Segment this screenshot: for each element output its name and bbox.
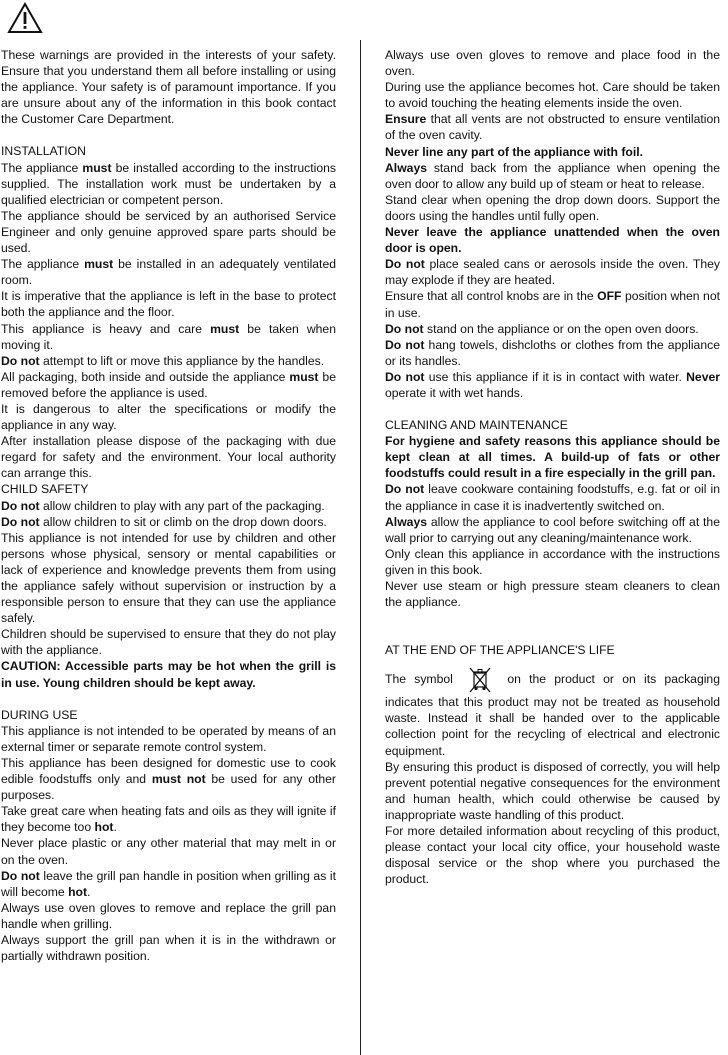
text: place sealed cans or aerosols inside the oven. They may explode if they are heated. [385,257,720,288]
right-column [385,47,720,887]
cleaning-heading: CLEANING AND MAINTENANCE [385,418,568,433]
text: This appliance has been designed for domestic use to cook edible foodstuffs only and [1,755,336,787]
emphasis: Do not [1,498,40,513]
emphasis: hot [94,820,114,835]
text: All packaging, both inside and outside the appliance [1,369,290,384]
paragraph [385,224,720,256]
emphasis: CAUTION: Accessible parts may be hot when the grill is in use. Young children should be kept away. [1,659,336,690]
symbol-text-post: on the product or on its packaging indicates that this product may not be treated as household waste. Instead it shall be handed over to the applicable collection point for the recycling of electrical and electronic equipment. [385,672,720,758]
crossed-out-wheelie-bin-icon [467,666,493,694]
text: leave cookware containing foodstuffs, e.g. fat or oil in the appliance in case it is inadvertently switched on. [385,482,720,513]
text: be installed according to the instructions supplied. The installation work must be undertaken by a qualified electrician or competent person. [1,160,336,207]
text: hang towels, dishcloths or clothes from the appliance or its handles. [385,337,720,368]
emphasis: Do not [1,353,40,368]
text: position when not in use. [385,289,721,320]
emphasis: Do not [385,321,424,336]
emphasis: Do not [385,482,425,497]
text: attempt to lift or move this appliance by the handles. [39,353,325,368]
text: After installation please dispose of the packaging with due regard for safety and the environment. Your local authority can arrange this. [1,434,336,481]
emphasis: Always [385,160,428,175]
paragraph [1,658,336,690]
paragraph [1,626,336,658]
paragraph [1,288,336,320]
text: operate it with wet hands. [385,385,524,400]
text: Ensure that all control knobs are in the [385,289,598,304]
emphasis: must [82,160,112,175]
child-safety-heading: CHILD SAFETY [1,482,89,497]
emphasis: must [84,257,114,272]
paragraph [1,755,336,803]
emphasis: OFF [597,289,622,304]
paragraph [385,321,720,337]
paragraph [1,835,336,867]
paragraph [1,803,336,835]
text: Only clean this appliance in accordance with the instructions given in this book. [385,546,720,577]
text: . [87,884,91,899]
paragraph [385,192,720,224]
emphasis: Always [385,514,428,529]
end-of-life-list [385,759,720,888]
emphasis: Do not [1,514,40,529]
paragraph [1,723,336,755]
text: By ensuring this product is disposed of correctly, you will help prevent potential negative consequences for the environment and human health, which could otherwise be caused by inappropriate waste handling of this product. [385,759,720,822]
text: be used for any other purposes. [1,772,336,803]
text: Never use steam or high pressure steam cleaners to clean the appliance. [385,579,720,610]
text: Always use oven gloves to remove and place food in the oven. [385,48,720,79]
paragraph [1,208,336,256]
emphasis: Never leave the appliance unattended when the oven door is open. [385,225,720,256]
text: use this appliance if it is in contact with water. [424,369,687,384]
emphasis: Do not [385,337,425,352]
installation-heading: INSTALLATION [1,144,86,159]
emphasis: Never line any part of the appliance with foil. [385,144,644,159]
emphasis: Ensure [385,112,427,127]
emphasis: For hygiene and safety reasons this appliance should be kept clean at all times. A build-up of fats or other foodstuffs could result in a fire especially in the grill pan. [385,434,720,481]
paragraph [1,932,336,964]
text: Always support the grill pan when it is in the withdrawn or partially withdrawn position. [1,932,336,964]
text: allow children to play with any part of the packaging. [39,498,325,513]
paragraph [1,256,336,288]
text: During use the appliance becomes hot. Care should be taken to avoid touching the heating elements inside the oven. [385,80,720,111]
text: allow the appliance to cool before switching off at the wall prior to carrying out any cleaning/maintenance work. [385,514,720,545]
emphasis: Do not [1,868,40,883]
text: leave the grill pan handle in position when grilling as it will become [1,868,336,899]
warning-triangle-icon [7,2,43,34]
paragraph [385,79,720,111]
paragraph [1,433,336,481]
text: Take great care when heating fats and oils as they will ignite if they become too [1,804,336,835]
text: . [113,820,117,835]
paragraph [385,514,720,546]
paragraph [1,369,336,401]
text: be removed before the appliance is used. [1,369,336,400]
emphasis: must [210,321,240,336]
text: allow children to sit or climb on the drop down doors. [39,514,327,529]
installation-list [1,160,336,482]
paragraph [385,337,720,369]
emphasis: hot [68,884,88,899]
text: This appliance is heavy and care [1,321,211,336]
end-of-life-heading: AT THE END OF THE APPLIANCE'S LIFE [385,643,615,658]
paragraph [385,160,720,192]
paragraph [1,514,336,530]
text: The appliance should be serviced by an authorised Service Engineer and only genuine approved spare parts should be used. [1,208,336,256]
paragraph [385,759,720,823]
text: be taken when moving it. [1,321,336,352]
paragraph [1,160,336,208]
text: Never place plastic or any other material that may melt in or on the oven. [1,836,336,867]
paragraph [385,433,720,481]
paragraph [385,823,720,887]
paragraph [385,546,720,578]
paragraph [385,288,720,320]
weee-paragraph [385,666,720,758]
text: Always use oven gloves to remove and replace the grill pan handle when grilling. [1,900,336,931]
emphasis: Do not [385,369,425,384]
emphasis: Do not [385,257,425,272]
paragraph [385,481,720,513]
text: It is imperative that the appliance is left in the base to protect both the appliance and the floor. [1,289,336,320]
emphasis: must not [151,772,206,787]
intro-paragraph: These warnings are provided in the interests of your safety. Ensure that you understand them all before installing or using the appliance. Your safety is of paramount importance. If you are unsure about any of the information in this book contact the Customer Care Department. [1,48,336,127]
paragraph [1,530,336,627]
text: This appliance is not intended to be operated by means of an external timer or separate remote control system. [1,723,336,754]
emphasis: must [289,369,319,384]
cleaning-list [385,433,720,610]
during-use-list [1,723,336,964]
text: that all vents are not obstructed to ensure ventilation of the oven cavity. [385,112,720,143]
text: The appliance [1,160,83,175]
paragraph [1,401,336,433]
paragraph [1,498,336,514]
text: be installed in an adequately ventilated room. [1,257,337,288]
text: This appliance is not intended for use by children and other persons whose physical, sensory or mental capabilities or lack of experience and knowledge prevents them from using the appliance safely without supervision or instruction by a responsible person to ensure that they can use the appliance safely. [1,530,336,626]
text: Stand clear when opening the drop down doors. Support the doors using the handles until fully open. [385,192,720,223]
paragraph [1,868,336,900]
paragraph [1,900,336,932]
paragraph [385,111,720,143]
text: stand back from the appliance when opening the oven door to allow any build up of steam or heat to release. [385,160,720,191]
left-column [1,47,336,964]
emphasis: Never [686,369,720,384]
paragraph [385,369,720,401]
text: stand on the appliance or on the open oven doors. [423,321,699,336]
during-use-heading: DURING USE [1,707,78,722]
paragraph [1,353,336,369]
text: For more detailed information about recycling of this product, please contact your local city office, your household waste disposal service or the shop where you purchased the product. [385,824,720,887]
paragraph [385,256,720,288]
paragraph [385,578,720,610]
column-divider [360,40,361,1055]
paragraph [385,47,720,79]
paragraph [1,321,336,353]
text: It is dangerous to alter the specifications or modify the appliance in any way. [1,401,336,433]
paragraph [385,144,720,160]
text: The appliance [1,257,85,272]
child-safety-list [1,498,336,691]
text: Children should be supervised to ensure that they do not play with the appliance. [1,627,336,658]
right-column-list [385,47,720,401]
symbol-text-pre: The symbol [385,672,453,687]
